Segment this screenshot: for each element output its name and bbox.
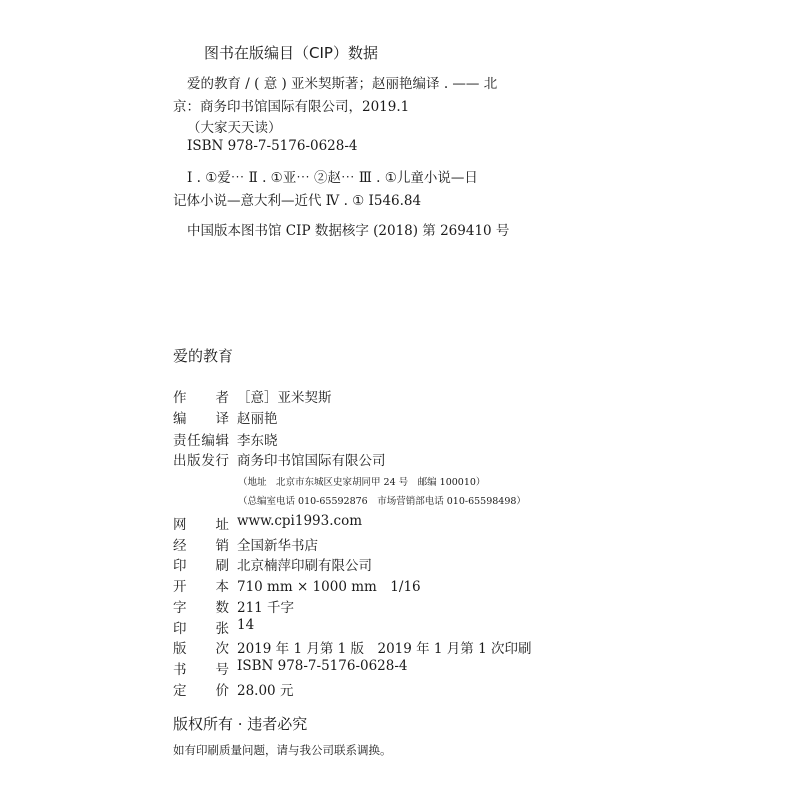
cip-core-data: 中国版本图书馆 CIP 数据核字 (2018) 第 269410 号 xyxy=(187,223,510,239)
colophon-value: 全国新华书店 xyxy=(237,538,318,554)
colophon-label xyxy=(173,554,229,574)
label-char: 定 xyxy=(173,683,187,699)
label-char: 编 xyxy=(173,411,187,427)
label-char: 译 xyxy=(215,411,229,427)
label-char: 版 xyxy=(173,641,187,657)
cip-line-3: （大家天天读） xyxy=(187,120,282,136)
colophon-label xyxy=(173,658,229,678)
label-char: 本 xyxy=(215,579,229,595)
label-char: 作 xyxy=(173,390,187,406)
label-char: 销 xyxy=(215,538,229,554)
colophon-value: 商务印书馆国际有限公司 xyxy=(237,453,386,469)
label-char: 经 xyxy=(173,538,187,554)
label-char: 址 xyxy=(215,517,229,533)
label-char: 版 xyxy=(187,453,201,469)
label-char: 责 xyxy=(173,433,187,449)
colophon-value: 14 xyxy=(237,617,255,633)
colophon-label xyxy=(173,407,229,427)
cip-classification-1: Ⅰ . ①爱⋯ Ⅱ . ①亚⋯ ②赵⋯ Ⅲ . ①儿童小说—日 xyxy=(187,170,478,186)
label-char: 刷 xyxy=(215,558,229,574)
book-title: 爱的教育 xyxy=(173,347,234,365)
label-char: 任 xyxy=(187,433,201,449)
colophon-value: www.cpi1993.com xyxy=(237,513,363,529)
colophon-value: 211 千字 xyxy=(237,600,295,616)
colophon-value: 710 mm × 1000 mm 1/16 xyxy=(237,579,421,595)
colophon-value: 北京楠萍印刷有限公司 xyxy=(237,558,372,574)
colophon-value: ［意］亚米契斯 xyxy=(237,390,332,406)
label-char: 者 xyxy=(215,390,229,406)
label-char: 行 xyxy=(215,453,229,469)
label-char: 数 xyxy=(215,600,229,616)
rights-statement: 版权所有 · 违者必究 xyxy=(173,715,308,733)
colophon-label xyxy=(173,534,229,554)
label-char: 价 xyxy=(215,683,229,699)
label-char: 编 xyxy=(201,433,215,449)
publisher-phones: （总编室电话 010-65592876 市场营销部电话 010-65598498） xyxy=(238,496,526,507)
label-char: 印 xyxy=(173,558,187,574)
label-char: 字 xyxy=(173,600,187,616)
label-char: 次 xyxy=(215,641,229,657)
colophon-label xyxy=(173,575,229,595)
colophon-value: ISBN 978-7-5176-0628-4 xyxy=(237,658,408,674)
quality-notice: 如有印刷质量问题，请与我公司联系调换。 xyxy=(173,743,392,757)
colophon-value: 2019 年 1 月第 1 版 2019 年 1 月第 1 次印刷 xyxy=(237,641,532,657)
colophon-label xyxy=(173,679,229,699)
label-char: 网 xyxy=(173,517,187,533)
cip-line-1: 爱的教育 / ( 意 ) 亚米契斯著；赵丽艳编译 . —— 北 xyxy=(187,76,498,92)
colophon-value: 赵丽艳 xyxy=(237,411,278,427)
colophon-label xyxy=(173,513,229,533)
colophon-label xyxy=(173,617,229,637)
label-char: 辑 xyxy=(215,433,229,449)
colophon-value: 28.00 元 xyxy=(237,683,294,699)
label-char: 出 xyxy=(173,453,187,469)
colophon-value: 李东晓 xyxy=(237,433,278,449)
cip-classification-2: 记体小说—意大利—近代 Ⅳ . ① I546.84 xyxy=(173,193,422,209)
colophon-label xyxy=(173,637,229,657)
cip-line-2: 京：商务印书馆国际有限公司，2019.1 xyxy=(173,99,410,115)
label-char: 发 xyxy=(201,453,215,469)
label-char: 书 xyxy=(173,662,187,678)
cip-heading: 图书在版编目（CIP）数据 xyxy=(204,44,378,62)
cip-isbn: ISBN 978-7-5176-0628-4 xyxy=(187,138,358,154)
label-char: 开 xyxy=(173,579,187,595)
colophon-label xyxy=(173,449,229,469)
colophon-label xyxy=(173,386,229,406)
publisher-address: （地址 北京市东城区史家胡同甲 24 号 邮编 100010） xyxy=(238,477,486,488)
label-char: 号 xyxy=(215,662,229,678)
colophon-label xyxy=(173,596,229,616)
label-char: 张 xyxy=(215,621,229,637)
colophon-label xyxy=(173,429,229,449)
label-char: 印 xyxy=(173,621,187,637)
